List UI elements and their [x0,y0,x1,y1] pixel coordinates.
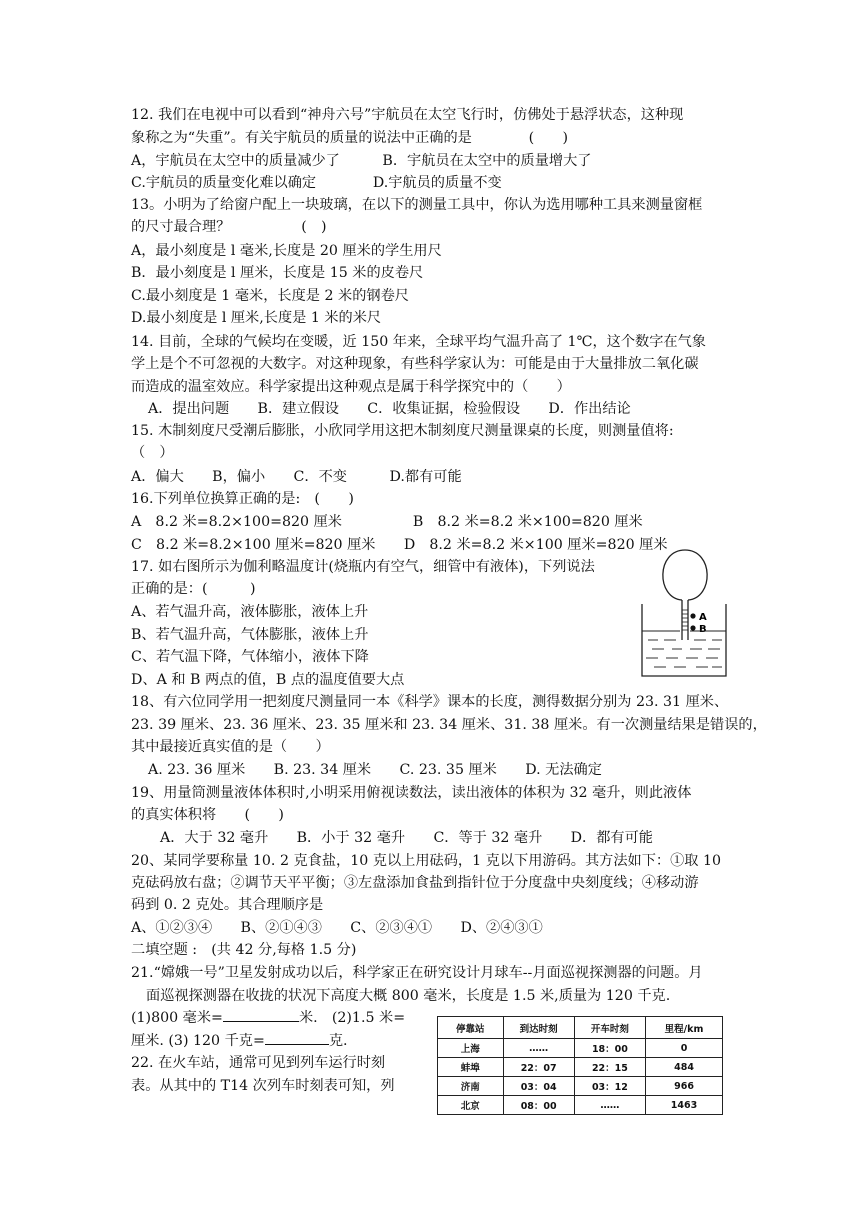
q18-line-2: 23. 39 厘米、23. 36 厘米、23. 35 厘米和 23. 34 厘米、31. 38 厘米。有一次测量结果是错误的， [131,717,767,733]
table-row [438,1039,723,1058]
q14-line-3: 而造成的温室效应。科学家提出这种观点是属于科学探究中的（ ） [131,379,571,395]
q12-line-4: C.宇航员的质量变化难以确定 D.宇航员的质量不变 [131,175,502,191]
q21-blank-3-suffix: 克. [328,1033,348,1049]
q17-line-1: 17. 如右图所示为伽利略温度计(烧瓶内有空气，细管中有液体)，下列说法 [131,559,595,575]
q21-answer-blank-1[interactable] [223,1007,299,1022]
q14-line-2: 学上是个不可忽视的大数字。对这种现象，有些科学家认为：可能是由于大量排放二氧化碳 [131,356,699,372]
table-row [438,1096,723,1115]
distance-cell: 966 [646,1077,723,1096]
q18-line-3: 其中最接近真实值的是（ ） [131,739,330,755]
q17-option-a: A、若气温升高，液体膨胀，液体上升 [131,604,369,620]
q12-line-2: 象称之为“失重”。有关宇航员的质量的说法中正确的是 ( ) [131,130,569,146]
q13-line-6: D.最小刻度是 l 厘米,长度是 1 米的米尺 [131,310,382,326]
q20-line-3: 码到 0. 2 克处。其合理顺序是 [131,897,324,913]
q13-line-5: C.最小刻度是 1 毫米，长度是 2 米的钢卷尺 [131,288,409,304]
arrival-cell: 03：04 [503,1077,574,1096]
point-b-label: B [699,624,707,635]
q13-line-2: 的尺寸最合理？ ( ) [131,219,327,235]
col-header-distance: 里程/km [646,1017,723,1039]
q13-line-1: 13。小明为了给窗户配上一块玻璃，在以下的测量工具中，你认为选用哪种工具来测量窗框 [131,197,703,213]
col-header-station: 停靠站 [438,1017,504,1039]
section-2-heading: 二填空题 : (共 42 分,每格 1.5 分) [131,942,357,958]
q13-line-3: A，最小刻度是 l 毫米,长度是 20 厘米的学生用尺 [131,243,442,259]
q16-line-1: 16.下列单位换算正确的是: ( ) [131,491,354,507]
q21-blank-3-prefix: 厘米. (3) 120 千克= [131,1033,265,1049]
q20-line-2: 克砝码放右盘；②调节天平平衡；③左盘添加食盐到指针位于分度盘中央刻度线；④移动游 [131,875,699,891]
departure-cell: …… [574,1096,645,1115]
galileo-thermometer-figure [640,548,730,680]
q19-line-2: 的真实体积将 ( ) [131,807,284,823]
departure-cell: 03：12 [574,1077,645,1096]
q21-line-2: 面巡视探测器在收拢的状况下高度大概 800 毫米，长度是 1.5 米,质量为 120 千克. [146,988,671,1004]
q17-option-d: D、A 和 B 两点的值，B 点的温度值要大点 [131,672,405,688]
q15-line-1: 15. 木制刻度尺受潮后膨胀，小欣同学用这把木制刻度尺测量课桌的长度，则测量值将: [131,423,674,439]
q20-line-1: 20、某同学要称量 10. 2 克食盐，10 克以上用砝码，1 克以下用游码。其方法如下：①取 10 [131,853,722,869]
arrival-cell: …… [503,1039,574,1058]
q21-answer-blank-3[interactable] [265,1030,329,1045]
q18-line-1: 18、有六位同学用一把刻度尺测量同一本《科学》课本的长度，测得数据分别为 23. 31 厘米、 [131,694,729,710]
q12-line-1: 12. 我们在电视中可以看到“神舟六号”宇航员在太空飞行时，仿佛处于悬浮状态，这种现 [131,107,684,123]
q21-blank-2-prefix: 米. (2)1.5 米= [298,1010,406,1026]
q17-line-2: 正确的是：( ) [131,581,256,597]
timetable-header-row [438,1017,723,1039]
table-row [438,1058,723,1077]
q21-blank-1-prefix: (1)800 毫米= [131,1010,223,1026]
q18-options: A. 23. 36 厘米 B. 23. 34 厘米 C. 23. 35 厘米 D. 无法确定 [148,762,602,778]
q19-options: A．大于 32 毫升 B．小于 32 毫升 C．等于 32 毫升 D．都有可能 [160,830,653,846]
q22-line-1: 22. 在火车站，通常可见到列车运行时刻 [131,1055,386,1071]
distance-cell: 0 [646,1039,723,1058]
col-header-departure: 开车时刻 [574,1017,645,1039]
departure-cell: 18：00 [574,1039,645,1058]
q17-option-b: B、若气温升高，气体膨胀，液体上升 [131,627,369,643]
q13-line-4: B．最小刻度是 l 厘米，长度是 15 米的皮卷尺 [131,265,424,281]
station-cell: 济南 [438,1077,504,1096]
q22-line-2: 表。从其中的 T14 次列车时刻表可知，列 [131,1078,395,1094]
q17-option-c: C、若气温下降，气体缩小，液体下降 [131,649,369,665]
q21-line-4 [131,1030,348,1052]
train-timetable [437,1016,723,1115]
point-a-label: A [699,612,707,623]
q15-options: A．偏大 B，偏小 C．不变 D.都有可能 [131,469,462,485]
arrival-cell: 22：07 [503,1058,574,1077]
arrival-cell: 08：00 [503,1096,574,1115]
table-row [438,1077,723,1096]
station-cell: 北京 [438,1096,504,1115]
q19-line-1: 19、用量筒测量液体体积时,小明采用俯视读数法，读出液体的体积为 32 毫升，则此液体 [131,785,692,801]
distance-cell: 1463 [646,1096,723,1115]
q15-line-2: （ ） [131,445,174,461]
q16-options-ab: A 8.2 米=8.2×100=820 厘米 B 8.2 米=8.2 米×100=820 厘米 [131,514,643,530]
q12-line-3: A，宇航员在太空中的质量减少了 B．宇航员在太空中的质量增大了 [131,153,592,169]
departure-cell: 22：15 [574,1058,645,1077]
station-cell: 上海 [438,1039,504,1058]
q21-line-1: 21.“嫦娥一号”卫星发射成功以后，科学家正在研究设计月球车--月面巡视探测器的问题。月 [131,965,703,981]
q20-options: A、①②③④ B、②①④③ C、②③④① D、②④③① [131,920,543,936]
q16-options-cd: C 8.2 米=8.2×100 厘米=820 厘米 D 8.2 米=8.2 米×100 厘米=820 厘米 [131,537,668,553]
q14-options: A．提出问题 B．建立假设 C．收集证据，检验假设 D．作出结论 [148,401,631,417]
q14-line-1: 14. 目前，全球的气候均在变暖，近 150 年来，全球平均气温升高了 1℃，这个数字在气象 [131,334,706,350]
distance-cell: 484 [646,1058,723,1077]
station-cell: 蚌埠 [438,1058,504,1077]
col-header-arrival: 到达时刻 [503,1017,574,1039]
q21-line-3 [131,1007,405,1029]
